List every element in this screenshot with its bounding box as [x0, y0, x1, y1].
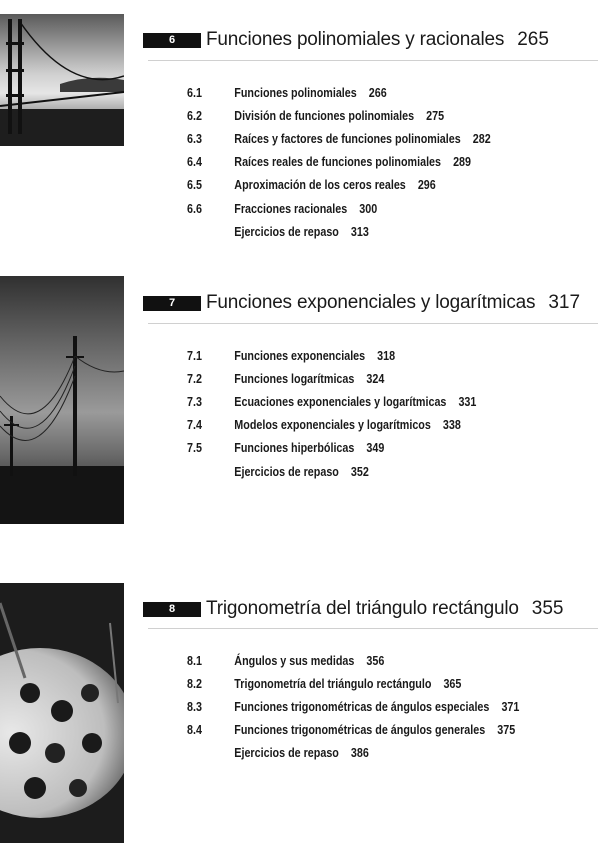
chapter-heading	[143, 598, 563, 620]
chapter-6	[0, 0, 600, 260]
section-number: 7.1	[187, 348, 202, 363]
chapter-heading	[143, 29, 549, 51]
section-number: 6.1	[187, 85, 202, 100]
section-page: 300	[359, 201, 378, 216]
section-number: 7.3	[187, 394, 202, 409]
section-number: 8.1	[187, 653, 202, 668]
section-number: 7.4	[187, 418, 202, 433]
section-entry[interactable]	[187, 151, 491, 174]
section-title: Ecuaciones exponenciales y logarítmicas	[234, 394, 447, 409]
section-title: Funciones hiperbólicas	[234, 441, 355, 456]
section-entry[interactable]	[187, 344, 476, 367]
chapter-number-badge: 8	[143, 602, 201, 617]
section-page: 318	[377, 348, 396, 363]
section-entry[interactable]	[187, 719, 519, 742]
section-page: 331	[458, 394, 477, 409]
section-list	[187, 649, 573, 765]
section-page: 349	[366, 441, 385, 456]
section-title: Funciones trigonométricas de ángulos especiales	[234, 699, 490, 714]
section-title: Raíces y factores de funciones polinomiales	[234, 131, 461, 146]
chapter-page: 355	[531, 598, 564, 619]
section-number: 7.5	[187, 441, 202, 456]
section-page: 338	[442, 418, 461, 433]
section-page: 313	[350, 224, 369, 239]
section-number: 7.2	[187, 371, 202, 386]
section-number: 6.6	[187, 201, 202, 216]
section-entry[interactable]	[187, 220, 491, 243]
section-entry[interactable]	[187, 174, 491, 197]
section-title: Ángulos y sus medidas	[234, 653, 355, 668]
heading-rule	[148, 323, 598, 324]
bridge-photo-icon	[0, 14, 124, 146]
chapter-title: Funciones polinomiales y racionales	[206, 29, 505, 50]
section-number: 6.4	[187, 155, 202, 170]
section-page: 289	[453, 155, 472, 170]
section-title: Ejercicios de repaso	[234, 464, 339, 479]
chapter-page: 265	[517, 29, 549, 50]
section-entry[interactable]	[187, 649, 519, 672]
section-list	[187, 81, 540, 243]
section-list	[187, 344, 524, 483]
section-title: Modelos exponenciales y logarítmicos	[234, 418, 431, 433]
section-title: Funciones logarítmicas	[234, 371, 355, 386]
pizza-photo-icon	[0, 583, 124, 843]
section-entry[interactable]	[187, 367, 476, 390]
chapter-7	[0, 270, 600, 540]
section-page: 282	[472, 131, 491, 146]
section-page: 266	[368, 85, 387, 100]
section-page: 296	[417, 178, 436, 193]
section-page: 324	[366, 371, 385, 386]
section-entry[interactable]	[187, 104, 491, 127]
power-lines-photo-icon	[0, 276, 124, 524]
section-page: 275	[426, 108, 445, 123]
section-entry[interactable]	[187, 437, 476, 460]
section-entry[interactable]	[187, 127, 491, 150]
section-page: 365	[443, 676, 462, 691]
section-title: Funciones polinomiales	[234, 85, 357, 100]
section-title: Funciones exponenciales	[234, 348, 366, 363]
section-entry[interactable]	[187, 695, 519, 718]
heading-rule	[148, 628, 598, 629]
section-page: 371	[501, 699, 520, 714]
chapter-page: 317	[548, 292, 581, 313]
section-entry[interactable]	[187, 672, 519, 695]
section-page: 375	[497, 723, 516, 738]
chapter-8	[0, 578, 600, 863]
section-title: Ejercicios de repaso	[234, 224, 339, 239]
section-entry[interactable]	[187, 742, 519, 765]
heading-rule	[148, 60, 598, 61]
section-entry[interactable]	[187, 460, 476, 483]
section-title: Fracciones racionales	[234, 201, 348, 216]
section-title: Raíces reales de funciones polinomiales	[234, 155, 442, 170]
section-title: Funciones trigonométricas de ángulos generales	[234, 723, 486, 738]
section-number: 6.2	[187, 108, 202, 123]
chapter-title: Trigonometría del triángulo rectángulo	[206, 598, 519, 619]
section-title: Aproximación de los ceros reales	[234, 178, 406, 193]
section-entry[interactable]	[187, 390, 476, 413]
section-title: División de funciones polinomiales	[234, 108, 415, 123]
section-page: 386	[350, 746, 369, 761]
section-number: 8.2	[187, 676, 202, 691]
section-title: Trigonometría del triángulo rectángulo	[234, 676, 432, 691]
section-number: 8.3	[187, 699, 202, 714]
section-entry[interactable]	[187, 81, 491, 104]
chapter-title: Funciones exponenciales y logarítmicas	[206, 292, 536, 313]
section-number: 6.5	[187, 178, 202, 193]
chapter-heading	[143, 292, 580, 314]
section-page: 356	[366, 653, 385, 668]
section-title: Ejercicios de repaso	[234, 746, 339, 761]
section-entry[interactable]	[187, 197, 491, 220]
section-number: 6.3	[187, 131, 202, 146]
chapter-number-badge: 7	[143, 296, 201, 311]
chapter-number-badge: 6	[143, 33, 201, 48]
section-entry[interactable]	[187, 414, 476, 437]
section-number: 8.4	[187, 723, 202, 738]
section-page: 352	[350, 464, 369, 479]
